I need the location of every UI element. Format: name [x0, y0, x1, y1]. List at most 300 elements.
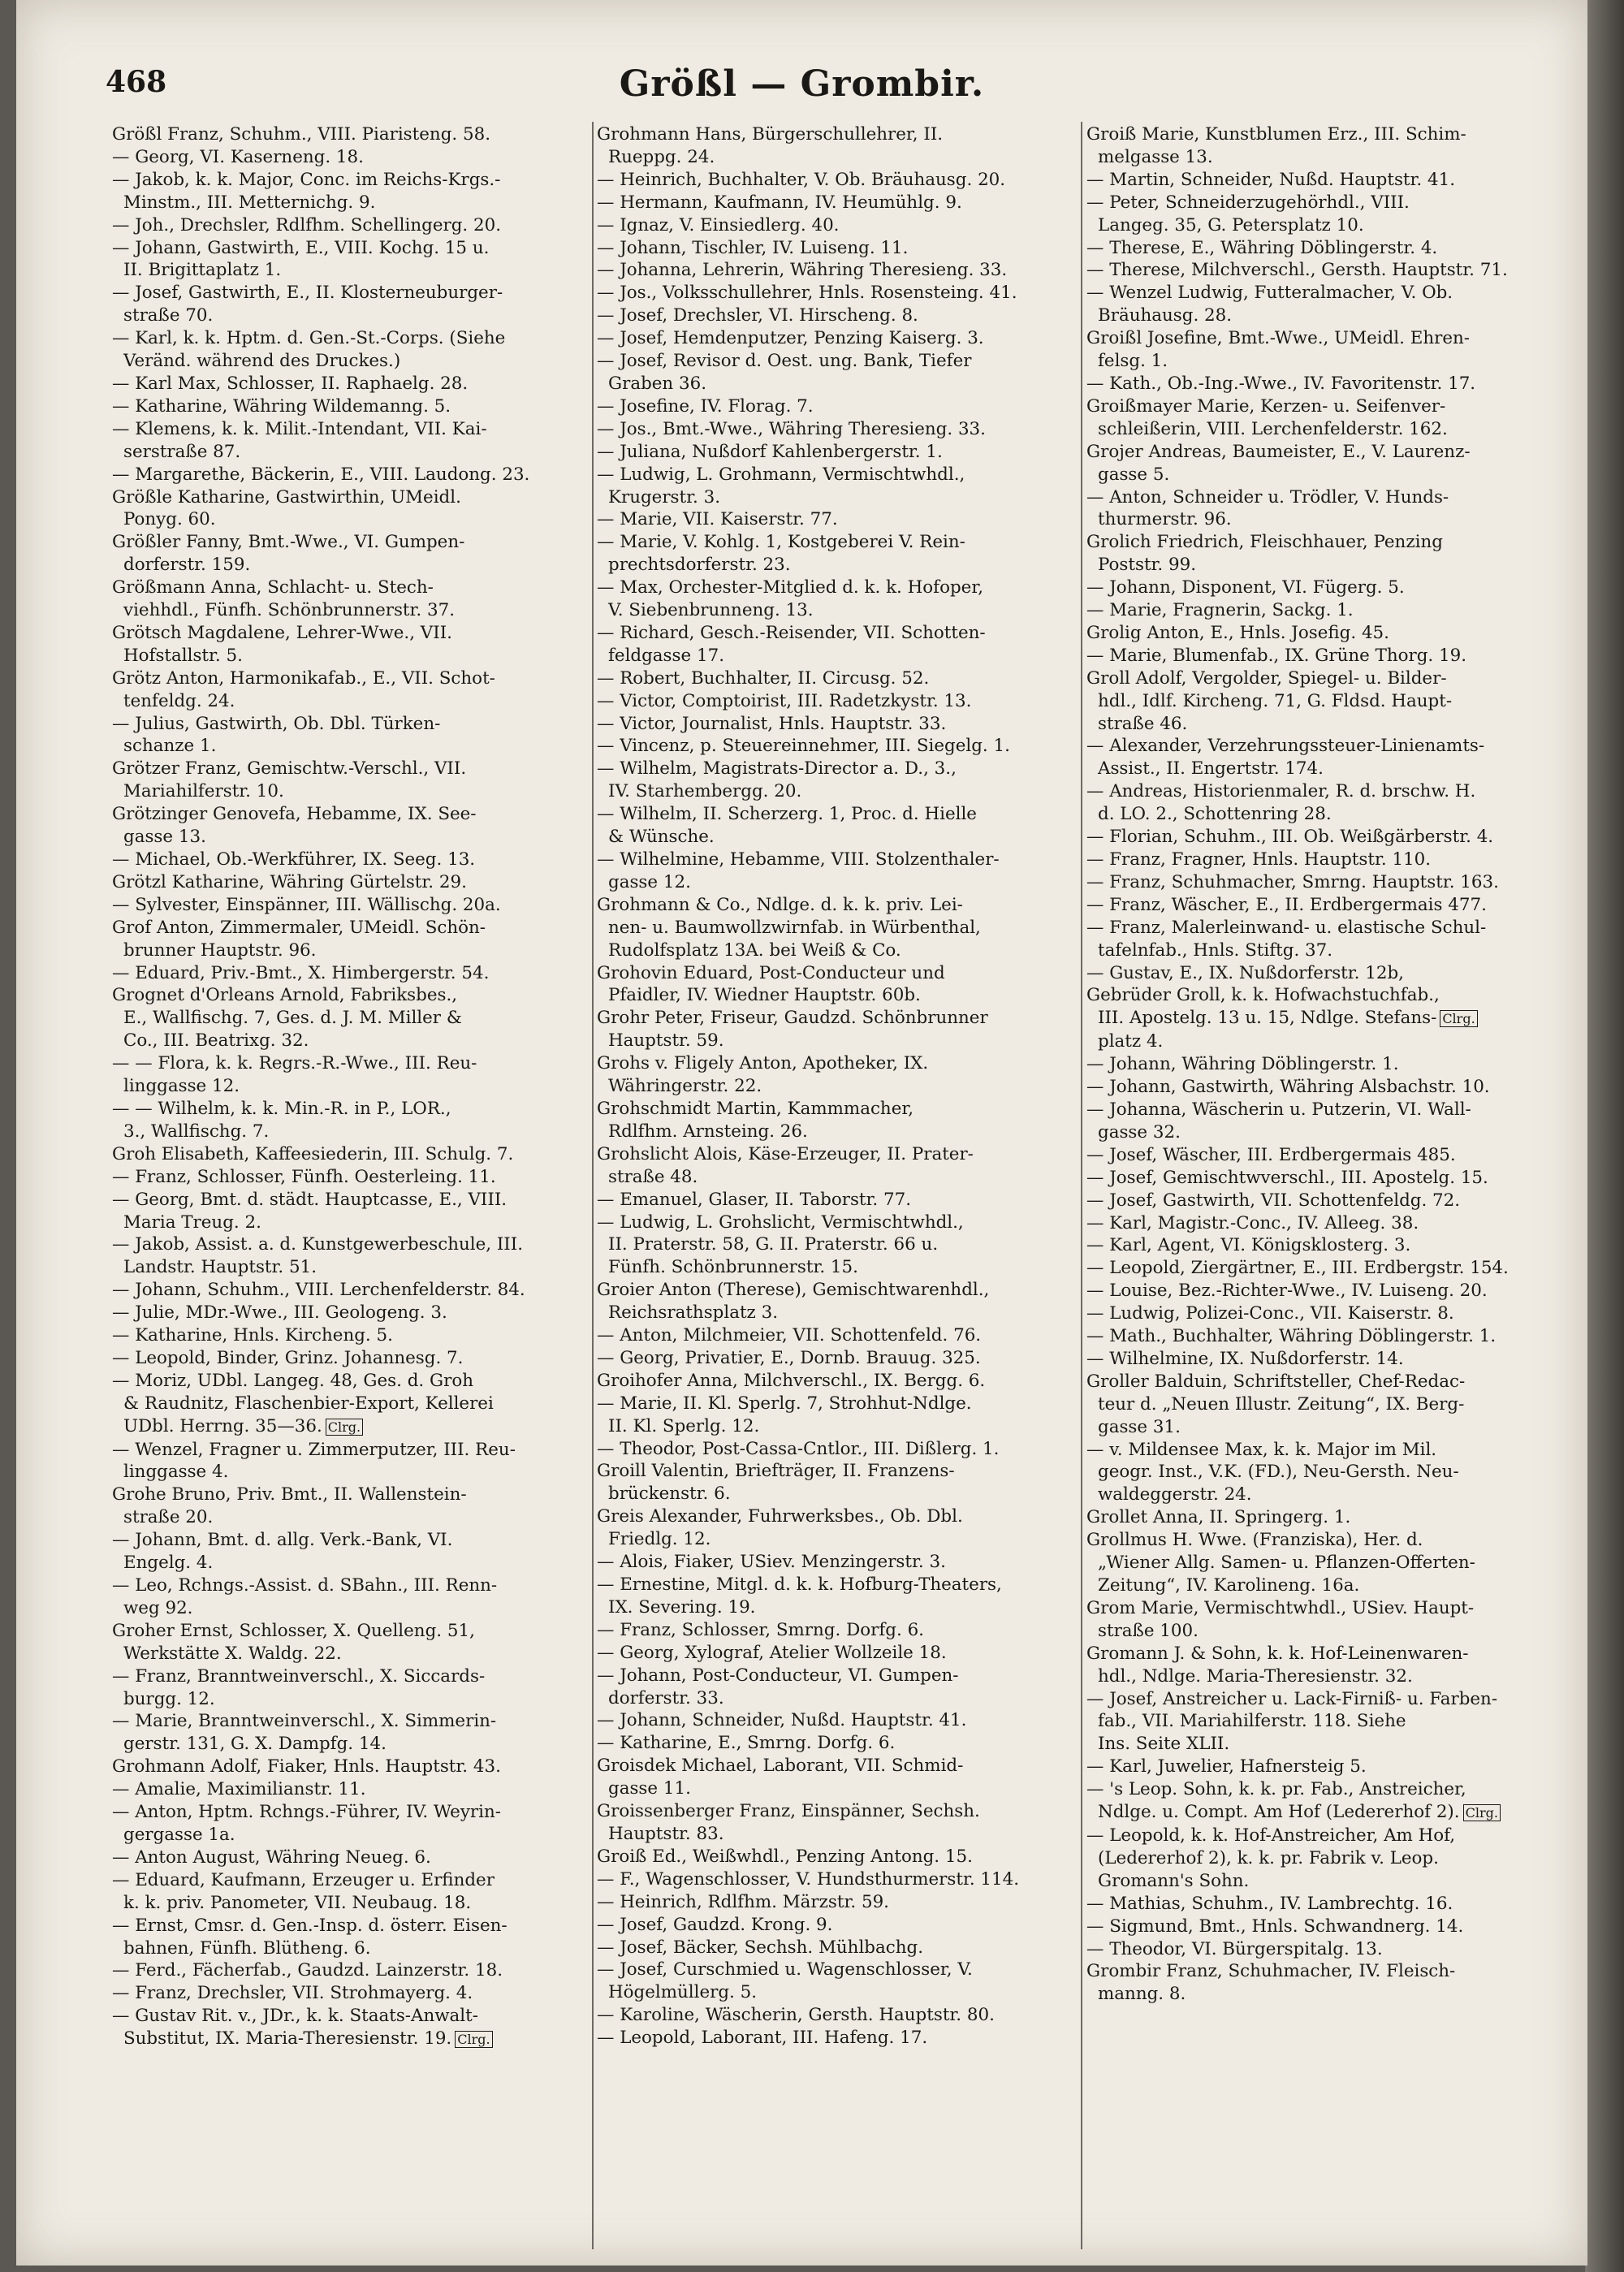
directory-entry-line [597, 826, 1084, 849]
directory-entry-line [112, 2028, 591, 2051]
directory-entry-line [597, 1438, 1084, 1461]
directory-entry-line [1086, 169, 1574, 192]
entry-text: Groiß Marie, Kunstblumen Erz., III. Schim- [1086, 124, 1466, 145]
directory-entry-line [112, 418, 591, 441]
entry-text: prechtsdorferstr. 23. [608, 555, 791, 576]
entry-text: — Joh., Drechsler, Rdlfhm. Schellingerg. 20. [112, 214, 502, 235]
directory-entry-line [597, 395, 1084, 418]
entry-text: gasse 5. [1098, 464, 1170, 485]
entry-text: gasse 12. [608, 871, 691, 892]
directory-entry-line [597, 735, 1084, 758]
directory-entry-line [1086, 871, 1574, 894]
entry-text: hdl., Idlf. Kircheng. 71, G. Fldsd. Haupt- [1098, 690, 1453, 711]
entry-text: Veränd. während des Druckes.) [123, 351, 401, 372]
directory-entry-line [597, 2004, 1084, 2027]
entry-text: gergasse 1a. [123, 1824, 235, 1845]
directory-entry-line [597, 237, 1084, 260]
directory-entry-line [1086, 1733, 1574, 1756]
directory-entry-line [1086, 395, 1574, 418]
entry-text: Krugerstr. 3. [608, 486, 721, 508]
entry-text: — Wilhelm, Magistrats-Director a. D., 3., [597, 758, 957, 780]
directory-entry-line [597, 1642, 1084, 1665]
directory-entry-line [112, 577, 591, 599]
entry-text: — Leo, Rchngs.-Assist. d. SBahn., III. Renn- [112, 1575, 498, 1596]
entry-text: Grohs v. Fligely Anton, Apotheker, IX. [597, 1053, 929, 1074]
entry-text: — Karl, Juwelier, Hafnersteig 5. [1086, 1756, 1367, 1777]
directory-entry-line [1086, 1099, 1574, 1121]
entry-text: Mariahilferstr. 10. [123, 781, 284, 802]
entry-text: Engelg. 4. [123, 1553, 214, 1574]
entry-text: — Marie, VII. Kaiserstr. 77. [597, 509, 838, 530]
directory-entry-line [112, 1461, 591, 1484]
entry-text: — Leopold, Ziergärtner, E., III. Erdbergstr. 154. [1086, 1258, 1509, 1279]
clrg-badge: Clrg. [1440, 1010, 1477, 1027]
directory-entry-line [597, 1868, 1084, 1891]
directory-entry-line [1086, 327, 1574, 350]
directory-entry-line [1086, 123, 1574, 146]
directory-entry-line [597, 1166, 1084, 1189]
entry-text: — Leopold, k. k. Hof-Anstreicher, Am Hof, [1086, 1825, 1456, 1846]
directory-entry-line [597, 146, 1084, 169]
entry-text: — Josef, Revisor d. Oest. ung. Bank, Tiefer [597, 351, 972, 372]
entry-text: Währingerstr. 22. [608, 1076, 762, 1097]
directory-entry-line [112, 758, 591, 780]
directory-entry-line [597, 1800, 1084, 1823]
directory-entry-line [112, 169, 591, 192]
directory-entry-line [112, 464, 591, 486]
entry-text: — Eduard, Priv.-Bmt., X. Himbergerstr. 54. [112, 962, 490, 983]
entry-text: Substitut, IX. Maria-Theresienstr. 19. [123, 2028, 452, 2050]
directory-entry-line [597, 871, 1084, 894]
directory-entry-line [1086, 735, 1574, 758]
directory-entry-line [1086, 1529, 1574, 1552]
entry-text: Minstm., III. Metternichg. 9. [123, 192, 376, 213]
directory-entry-line [597, 1256, 1084, 1279]
directory-entry-line [597, 1914, 1084, 1937]
entry-text: Graben 36. [608, 373, 707, 394]
directory-entry-line [1086, 282, 1574, 305]
directory-entry-line [1086, 803, 1574, 826]
entry-text: Grom Marie, Vermischtwhdl., USiev. Haupt- [1086, 1597, 1475, 1618]
directory-entry-line [1086, 418, 1574, 441]
directory-entry-line [1086, 984, 1574, 1007]
entry-text: dorferstr. 33. [608, 1687, 724, 1708]
directory-entry-line [112, 1484, 591, 1506]
directory-entry-line [597, 1709, 1084, 1732]
directory-entry-line [1086, 464, 1574, 486]
entry-text: — Anton August, Währing Neueg. 6. [112, 1847, 431, 1868]
directory-entry-line [112, 1189, 591, 1212]
entry-text: melgasse 13. [1098, 146, 1213, 167]
directory-entry-line [112, 531, 591, 554]
entry-text: linggasse 12. [123, 1076, 240, 1097]
directory-entry-line [597, 1551, 1084, 1574]
entry-text: — Georg, Xylograf, Atelier Wollzeile 18. [597, 1642, 947, 1663]
entry-text: — Michael, Ob.-Werkführer, IX. Seeg. 13. [112, 849, 476, 870]
entry-text: hdl., Ndlge. Maria-Theresienstr. 32. [1098, 1665, 1413, 1687]
entry-text: — Ernst, Cmsr. d. Gen.-Insp. d. österr. Eisen- [112, 1915, 508, 1936]
directory-entry-line [1086, 1053, 1574, 1076]
entry-text: Langeg. 35, G. Petersplatz 10. [1098, 214, 1364, 235]
directory-entry-line [112, 1552, 591, 1574]
entry-text: — Georg, Bmt. d. städt. Hauptcasse, E., VIII. [112, 1189, 508, 1210]
entry-text: — Mathias, Schuhm., IV. Lambrechtg. 16. [1086, 1893, 1453, 1914]
entry-text: — Ignaz, V. Einsiedlerg. 40. [597, 214, 840, 235]
directory-entry-line [1086, 1778, 1574, 1801]
directory-entry-line [112, 1937, 591, 1960]
directory-entry-line [112, 1347, 591, 1370]
directory-entry-line [1086, 1893, 1574, 1916]
entry-text: — Ludwig, Polizei-Conc., VII. Kaiserstr. 8. [1086, 1303, 1454, 1324]
entry-text: & Raudnitz, Flaschenbier-Export, Kellerei [123, 1393, 494, 1414]
entry-text: waldeggerstr. 24. [1098, 1484, 1252, 1505]
directory-entry-line [597, 1460, 1084, 1483]
entry-text: — Leopold, Laborant, III. Hafeng. 17. [597, 2028, 928, 2049]
directory-entry-line [1086, 305, 1574, 327]
entry-text: Grohmann Hans, Bürgerschullehrer, II. [597, 124, 944, 145]
directory-entry-line [112, 780, 591, 803]
directory-entry-line [1086, 1665, 1574, 1688]
entry-text: — Victor, Journalist, Hnls. Hauptstr. 33. [597, 713, 947, 734]
column-2 [597, 123, 1084, 2050]
directory-entry-line [597, 1075, 1084, 1098]
entry-text: — — Flora, k. k. Regrs.-R.-Wwe., III. Reu- [112, 1053, 477, 1074]
entry-text: — Johann, Währing Döblingerstr. 1. [1086, 1054, 1399, 1075]
entry-text: — Johann, Schuhm., VIII. Lerchenfelderstr. 84. [112, 1280, 525, 1301]
directory-entry-line [1086, 894, 1574, 917]
directory-entry-line [597, 1302, 1084, 1324]
directory-entry-line [1086, 1234, 1574, 1257]
directory-entry-line [597, 464, 1084, 486]
entry-text: schleißerin, VIII. Lerchenfelderstr. 162. [1098, 418, 1448, 439]
directory-entry-line [112, 1847, 591, 1869]
entry-text: Pfaidler, IV. Wiedner Hauptstr. 60b. [608, 985, 921, 1006]
entry-text: — — Wilhelm, k. k. Min.-R. in P., LOR., [112, 1098, 451, 1119]
directory-entry-line [597, 1279, 1084, 1302]
directory-entry-line [1086, 237, 1574, 260]
entry-text: Größl Franz, Schuhm., VIII. Piaristeng. 58. [112, 124, 490, 145]
entry-text: serstraße 87. [123, 441, 241, 462]
directory-entry-line [1086, 1212, 1574, 1235]
entry-text: — Johann, Disponent, VI. Fügerg. 5. [1086, 577, 1405, 598]
entry-text: IV. Starhembergg. 20. [608, 781, 802, 802]
directory-entry-line [112, 599, 591, 622]
entry-text: — Vincenz, p. Steuereinnehmer, III. Siegelg. 1. [597, 736, 1010, 757]
entry-text: Größmann Anna, Schlacht- u. Stech- [112, 577, 434, 598]
entry-text: dorferstr. 159. [123, 555, 251, 576]
entry-text: Groier Anton (Therese), Gemischtwarenhdl., [597, 1280, 990, 1301]
entry-text: Ndlge. u. Compt. Am Hof (Ledererhof 2). [1098, 1802, 1460, 1823]
directory-entry-line [1086, 486, 1574, 509]
directory-entry-line [1086, 939, 1574, 962]
directory-entry-line [597, 508, 1084, 531]
directory-entry-line [1086, 1960, 1574, 1983]
entry-text: (Ledererhof 2), k. k. pr. Fabrik v. Leop. [1098, 1847, 1439, 1868]
entry-text: — Johanna, Wäscherin u. Putzerin, VI. Wall- [1086, 1099, 1471, 1120]
page-number: 468 [106, 65, 167, 99]
directory-entry-line [597, 1846, 1084, 1868]
entry-text: d. LO. 2., Schottenring 28. [1098, 804, 1332, 825]
directory-entry-line [112, 667, 591, 690]
entry-text: — Wilhelmine, IX. Nußdorferstr. 14. [1086, 1348, 1404, 1369]
entry-text: feldgasse 17. [608, 645, 724, 666]
directory-entry-line [112, 1233, 591, 1256]
entry-text: gasse 11. [608, 1778, 691, 1799]
directory-entry-line [597, 1732, 1084, 1755]
directory-entry-line [112, 690, 591, 713]
directory-entry-line [112, 1256, 591, 1279]
entry-text: Groihofer Anna, Milchverschl., IX. Bergg. 6. [597, 1370, 986, 1391]
entry-text: Grötzinger Genovefa, Hebamme, IX. See- [112, 804, 477, 825]
running-head: Größl — Grombir. [619, 63, 985, 105]
directory-entry-line [112, 939, 591, 962]
entry-text: gasse 32. [1098, 1121, 1181, 1142]
entry-text: brückenstr. 6. [608, 1484, 731, 1505]
entry-text: — Heinrich, Buchhalter, V. Ob. Bräuhausg. 20. [597, 169, 1006, 190]
entry-text: — Julius, Gastwirth, Ob. Dbl. Türken- [112, 713, 441, 734]
directory-entry-line [597, 1596, 1084, 1619]
directory-entry-line [597, 486, 1084, 509]
entry-text: — Emanuel, Glaser, II. Taborstr. 77. [597, 1189, 912, 1210]
directory-entry-line [112, 1733, 591, 1756]
directory-entry-line [1086, 1076, 1574, 1099]
directory-entry-line [1086, 1597, 1574, 1620]
directory-entry-line [1086, 1144, 1574, 1167]
directory-entry-line [597, 1528, 1084, 1551]
entry-text: Zeitung“, IV. Karolineng. 16a. [1098, 1575, 1360, 1596]
directory-entry-line [597, 1415, 1084, 1438]
directory-entry-line [1086, 1801, 1574, 1825]
directory-entry-line [1086, 917, 1574, 939]
entry-text: — Peter, Schneiderzugehörhdl., VIII. [1086, 192, 1410, 213]
entry-text: teur d. „Neuen Illustr. Zeitung“, IX. Berg- [1098, 1393, 1465, 1415]
directory-entry-line [597, 1347, 1084, 1370]
entry-text: — Josef, Hemdenputzer, Penzing Kaiserg. 3. [597, 328, 984, 349]
entry-text: — Marie, V. Kohlg. 1, Kostgeberei V. Rein- [597, 532, 965, 553]
directory-entry-line [597, 1959, 1084, 1981]
entry-text: — Therese, Milchverschl., Gersth. Hauptstr. 71. [1086, 260, 1508, 281]
entry-text: — Johann, Bmt. d. allg. Verk.-Bank, VI. [112, 1530, 453, 1551]
directory-entry-line [1086, 1280, 1574, 1302]
directory-entry-line [1086, 1007, 1574, 1030]
directory-entry-line [112, 645, 591, 667]
entry-text: — Margarethe, Bäckerin, E., VIII. Laudong. 23. [112, 464, 530, 485]
directory-entry-line [1086, 508, 1574, 531]
entry-text: — Hermann, Kaufmann, IV. Heumühlg. 9. [597, 192, 962, 213]
entry-text: Grohr Peter, Friseur, Gaudzd. Schönbrunner [597, 1008, 988, 1029]
clrg-badge: Clrg. [455, 2031, 492, 2048]
directory-entry-line [597, 1687, 1084, 1710]
entry-text: linggasse 4. [123, 1462, 229, 1483]
clrg-badge: Clrg. [326, 1419, 363, 1436]
entry-text: — 's Leop. Sohn, k. k. pr. Fab., Anstreicher, [1086, 1779, 1466, 1800]
entry-text: Groisdek Michael, Laborant, VII. Schmid- [597, 1756, 964, 1777]
directory-entry-line [1086, 1302, 1574, 1325]
directory-entry-line [112, 237, 591, 260]
directory-entry-line [1086, 1688, 1574, 1711]
entry-text: Grohslicht Alois, Käse-Erzeuger, II. Prater- [597, 1143, 974, 1164]
directory-entry-line [597, 713, 1084, 736]
directory-entry-line [112, 1982, 591, 2005]
directory-entry-line [112, 282, 591, 305]
entry-text: Ins. Seite XLII. [1098, 1734, 1230, 1755]
entry-text: — Jakob, k. k. Major, Conc. im Reichs-Krgs.- [112, 169, 501, 190]
entry-text: Friedlg. 12. [608, 1529, 711, 1550]
directory-entry-line [597, 1189, 1084, 1212]
entry-text: — Florian, Schuhm., III. Ob. Weißgärberstr. 4. [1086, 827, 1494, 848]
entry-text: — Josef, Drechsler, VI. Hirscheng. 8. [597, 305, 918, 326]
directory-entry-line [112, 508, 591, 531]
entry-text: — Ludwig, L. Grohmann, Vermischtwhdl., [597, 464, 965, 485]
entry-text: UDbl. Herrng. 35—36. [123, 1415, 322, 1436]
entry-text: — Wilhelm, II. Scherzerg. 1, Proc. d. Hielle [597, 804, 977, 825]
directory-entry-line [597, 758, 1084, 780]
directory-entry-line [597, 1233, 1084, 1256]
directory-entry-line [1086, 1825, 1574, 1847]
entry-text: Reichsrathsplatz 3. [608, 1302, 779, 1324]
directory-entry-line [112, 486, 591, 509]
directory-entry-line [112, 1574, 591, 1597]
directory-entry-line [597, 1619, 1084, 1642]
directory-entry-line [1086, 1870, 1574, 1893]
directory-entry-line [112, 1710, 591, 1733]
entry-text: — Georg, Privatier, E., Dornb. Brauug. 325. [597, 1347, 981, 1368]
entry-text: Grötsch Magdalene, Lehrer-Wwe., VII. [112, 622, 452, 643]
directory-entry-line [597, 939, 1084, 962]
entry-text: — Wenzel, Fragner u. Zimmerputzer, III. Reu- [112, 1439, 516, 1460]
directory-entry-line [112, 1892, 591, 1915]
directory-entry-line [597, 305, 1084, 327]
directory-entry-line [1086, 1847, 1574, 1870]
directory-entry-line [597, 373, 1084, 395]
entry-text: — Franz, Schlosser, Smrng. Dorfg. 6. [597, 1619, 924, 1640]
entry-text: — Alois, Fiaker, USiev. Menzingerstr. 3. [597, 1552, 946, 1573]
entry-text: E., Wallfischg. 7, Ges. d. J. M. Miller & [123, 1008, 462, 1029]
directory-entry-line [1086, 1938, 1574, 1961]
entry-text: Rdlfhm. Arnsteing. 26. [608, 1121, 808, 1142]
entry-text: Hauptstr. 59. [608, 1030, 724, 1052]
directory-entry-line [597, 1981, 1084, 2004]
directory-entry-line [1086, 1552, 1574, 1574]
entry-text: schanze 1. [123, 736, 217, 757]
directory-entry-line [597, 599, 1084, 622]
directory-entry-line [112, 849, 591, 871]
entry-text: — Marie, II. Kl. Sperlg. 7, Strohhut-Ndlge. [597, 1393, 972, 1414]
directory-entry-line [1086, 1167, 1574, 1190]
directory-entry-line [597, 690, 1084, 713]
directory-entry-line [1086, 1190, 1574, 1212]
entry-text: thurmerstr. 96. [1098, 509, 1232, 530]
entry-text: — Marie, Branntweinverschl., X. Simmerin- [112, 1711, 497, 1732]
entry-text: nen- u. Baumwollzwirnfab. in Würbenthal, [608, 917, 981, 938]
directory-entry-line [1086, 1348, 1574, 1371]
directory-entry-line [1086, 350, 1574, 373]
directory-entry-line [597, 531, 1084, 554]
directory-entry-line [597, 1755, 1084, 1777]
entry-text: — Wenzel Ludwig, Futteralmacher, V. Ob. [1086, 283, 1453, 304]
directory-entry-line [1086, 758, 1574, 780]
entry-text: Grohe Bruno, Priv. Bmt., II. Wallenstein- [112, 1484, 467, 1505]
entry-text: Fünfh. Schönbrunnerstr. 15. [608, 1257, 858, 1278]
directory-entry-line [597, 1121, 1084, 1143]
directory-entry-line [597, 1574, 1084, 1596]
entry-text: — Josef, Curschmied u. Wagenschlosser, V. [597, 1959, 973, 1980]
directory-entry-line [1086, 1416, 1574, 1439]
entry-text: Groiß Ed., Weißwhdl., Penzing Antong. 15. [597, 1846, 973, 1867]
entry-text: Groh Elisabeth, Kaffeesiederin, III. Schulg. 7. [112, 1143, 514, 1164]
entry-text: — Heinrich, Rdlfhm. Märzstr. 59. [597, 1891, 889, 1912]
directory-entry-line [112, 1597, 591, 1620]
directory-entry-line [1086, 1030, 1574, 1053]
directory-entry-line [597, 803, 1084, 826]
entry-text: Groll Adolf, Vergolder, Spiegel- u. Bilder- [1086, 667, 1447, 689]
directory-entry-line [112, 350, 591, 373]
entry-text: — Klemens, k. k. Milit.-Intendant, VII. Kai- [112, 418, 487, 439]
entry-text: Bräuhausg. 28. [1098, 305, 1233, 326]
entry-text: — Josefine, IV. Florag. 7. [597, 395, 814, 417]
entry-text: Grötzl Katharine, Währing Gürtelstr. 29. [112, 871, 467, 892]
entry-text: — Franz, Fragner, Hnls. Hauptstr. 110. [1086, 849, 1432, 870]
directory-entry-line [112, 1959, 591, 1982]
entry-text: burgg. 12. [123, 1688, 215, 1709]
directory-entry-line [597, 282, 1084, 305]
directory-entry-line [112, 1643, 591, 1665]
directory-entry-line [1086, 1983, 1574, 2006]
directory-entry-line [112, 984, 591, 1007]
entry-text: II. Brigittaplatz 1. [123, 260, 282, 281]
directory-entry-line [112, 1212, 591, 1234]
directory-entry-line [1086, 214, 1574, 237]
entry-text: Gebrüder Groll, k. k. Hofwachstuchfab., [1086, 985, 1440, 1006]
directory-entry-line [1086, 1756, 1574, 1778]
entry-text: II. Kl. Sperlg. 12. [608, 1415, 760, 1436]
directory-entry-line [597, 645, 1084, 667]
entry-text: straße 46. [1098, 713, 1188, 734]
entry-text: — Karl, Agent, VI. Königsklosterg. 3. [1086, 1235, 1411, 1256]
directory-entry-line [597, 1891, 1084, 1914]
directory-entry-line [1086, 1371, 1574, 1393]
entry-text: — Gustav Rit. v., JDr., k. k. Staats-Anwalt- [112, 2006, 478, 2027]
entry-text: viehhdl., Fünfh. Schönbrunnerstr. 37. [123, 600, 456, 621]
entry-text: Landstr. Hauptstr. 51. [123, 1257, 317, 1278]
directory-entry-line [1086, 1916, 1574, 1938]
directory-entry-line [1086, 1506, 1574, 1529]
directory-entry-line [112, 1824, 591, 1847]
entry-text: — Louise, Bez.-Richter-Wwe., IV. Luiseng. 20. [1086, 1281, 1488, 1302]
directory-entry-line [112, 803, 591, 826]
entry-text: Grollmus H. Wwe. (Franziska), Her. d. [1086, 1530, 1423, 1551]
entry-text: & Wünsche. [608, 827, 715, 848]
entry-text: — Josef, Wäscher, III. Erdbergermais 485. [1086, 1144, 1456, 1165]
directory-entry-line [112, 894, 591, 917]
entry-text: — Anton, Milchmeier, VII. Schottenfeld. 76. [597, 1325, 982, 1346]
directory-entry-line [1086, 1620, 1574, 1643]
entry-text: — Gustav, E., IX. Nußdorferstr. 12b, [1086, 962, 1404, 983]
directory-entry-line [112, 1075, 591, 1098]
entry-text: — Franz, Drechsler, VII. Strohmayerg. 4. [112, 1983, 473, 2004]
directory-entry-line [112, 1915, 591, 1937]
directory-entry-line [112, 1756, 591, 1778]
entry-text: — Josef, Gastwirth, E., II. Klosterneuburger- [112, 283, 503, 304]
directory-entry-line [1086, 826, 1574, 849]
directory-entry-line [1086, 599, 1574, 622]
entry-text: Grojer Andreas, Baumeister, E., V. Laurenz- [1086, 441, 1471, 462]
directory-entry-line [597, 1052, 1084, 1075]
entry-text: weg 92. [123, 1597, 193, 1618]
entry-text: Greis Alexander, Fuhrwerksbes., Ob. Dbl. [597, 1506, 963, 1527]
directory-entry-line [112, 373, 591, 395]
entry-text: Groller Balduin, Schriftsteller, Chef-Redac- [1086, 1371, 1466, 1392]
